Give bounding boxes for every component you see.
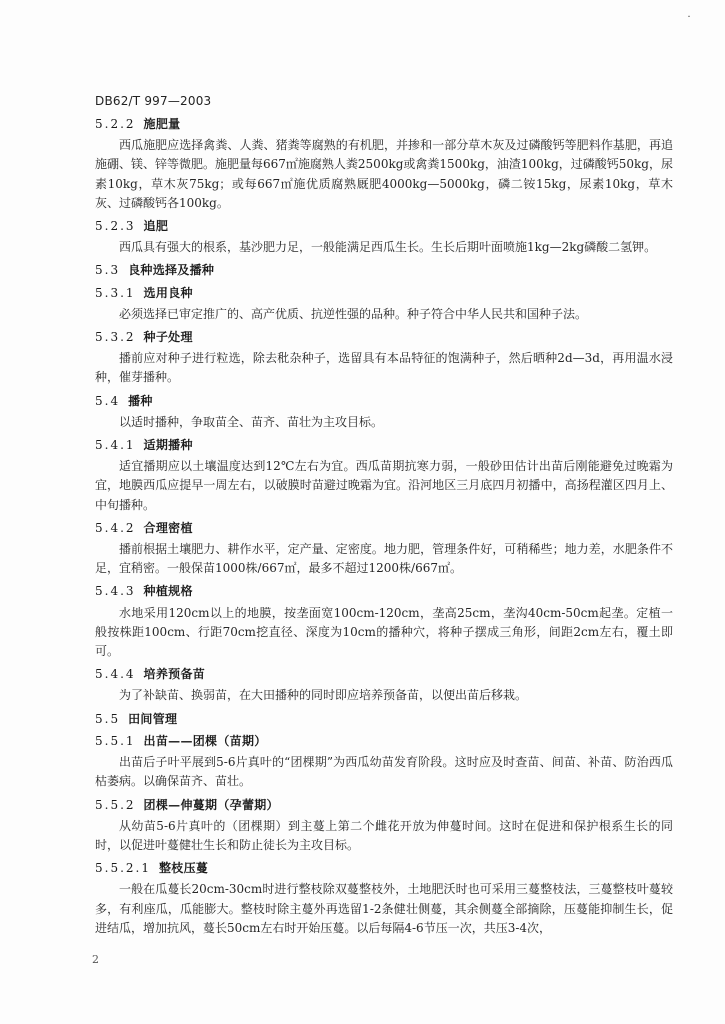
section-heading: [95, 665, 673, 684]
section-number: 5.5.2.1: [95, 861, 151, 876]
section-number: 5.5.1: [95, 733, 136, 748]
section-number: 5.4: [95, 393, 121, 408]
document-header: DB62/T 997—2003: [95, 94, 212, 108]
section-heading: [95, 284, 673, 303]
section-number: 5.4.4: [95, 667, 136, 682]
paragraph: 播前根据土壤肥力、耕作水平，定产量、定密度。地力肥，管理条件好，可稍稀些；地力差，水肥条件不足，宜稍密。一般保苗1000株/667㎡，最多不超过1200株/667㎡。: [95, 542, 673, 576]
section-title: 种植规格: [143, 584, 193, 599]
corner-mark: ˙: [686, 14, 692, 28]
section-title: 种子处理: [143, 330, 193, 345]
page-number: 2: [92, 953, 99, 966]
section-title: 田间管理: [128, 711, 178, 726]
section-title: 选用良种: [143, 285, 193, 300]
section-title: 团棵—伸蔓期（孕蕾期）: [143, 797, 279, 812]
section-title: 追肥: [143, 219, 169, 234]
section-heading: [95, 392, 673, 411]
section-heading: [95, 519, 673, 538]
section-title: 良种选择及播种: [128, 263, 215, 278]
document-body: [95, 112, 673, 942]
paragraph: 西瓜具有强大的根系，基沙肥力足，一般能满足西瓜生长。生长后期叶面喷施1kg—2kg磷酸二氢钾。: [119, 240, 657, 255]
paragraph: 播前应对种子进行粒选，除去秕杂种子，选留具有本品特征的饱满种子，然后晒种2d—3d，再用温水浸种，催芽播种。: [95, 351, 673, 385]
section-heading: [95, 328, 673, 347]
section-heading: [95, 217, 673, 236]
section-title: 出苗——团棵（苗期）: [143, 733, 267, 748]
paragraph: 出苗后子叶平展到5-6片真叶的“团棵期”为西瓜幼苗发育阶段。这时应及时查苗、间苗、补苗、防治西瓜枯萎病。以确保苗齐、苗壮。: [95, 755, 673, 789]
section-heading: [95, 710, 673, 729]
section-number: 5.4.1: [95, 438, 136, 453]
section-number: 5.5.2: [95, 797, 136, 812]
paragraph: 从幼苗5-6片真叶的（团棵期）到主蔓上第二个雌花开放为伸蔓时间。这时在促进和保护根系生长的同时，以促进叶蔓健壮生长和防止徒长为主攻目标。: [95, 818, 673, 852]
section-number: 5.3: [95, 263, 121, 278]
section-number: 5.2.2: [95, 117, 136, 131]
paragraph: 一般在瓜蔓长20cm-30cm时进行整枝除双蔓整枝外，土地肥沃时也可采用三蔓整枝法，三蔓整枝叶蔓较多，有利座瓜，瓜能膨大。整枝时除主蔓外再选留1-2条健壮侧蔓，其余侧蔓全部摘除，压蔓能抑制生长，促进结瓜，增加抗风，蔓长50cm左右时开始压蔓。以后每隔4-6节压一次，共压3-4次，: [95, 882, 673, 935]
paragraph: 适宜播期应以土壤温度达到12℃左右为宜。西瓜苗期抗寒力弱，一般砂田估计出苗后刚能避免过晚霜为宜，地膜西瓜应提早一周左右，以破膜时苗避过晚霜为宜。沿河地区三月底四月初播中，高扬程灌区四月上、中旬播种。: [95, 459, 673, 512]
section-title: 合理密植: [143, 520, 193, 535]
section-heading: [95, 582, 673, 601]
section-title: 培养预备苗: [143, 667, 206, 682]
paragraph: 水地采用120cm以上的地膜，按垄面宽100cm-120cm，垄高25cm，垄沟40cm-50cm起垄。定植一般按株距100cm、行距70cm挖直径、深度为10cm的播种穴，将种子摆成三角形，间距2cm左右，覆土即可。: [95, 605, 673, 659]
section-number: 5.3.1: [95, 285, 136, 300]
section-heading: [95, 859, 673, 878]
section-number: 5.5: [95, 711, 121, 726]
paragraph: 以适时播种，争取苗全、苗齐、苗壮为主攻目标。: [119, 414, 384, 429]
section-number: 5.2.3: [95, 219, 136, 234]
paragraph: 必须选择已审定推广的、高产优质、抗逆性强的品种。种子符合中华人民共和国种子法。: [119, 306, 588, 321]
paragraph: 西瓜施肥应选择禽粪、人粪、猪粪等腐熟的有机肥，并掺和一部分草木灰及过磷酸钙等肥料作基肥，再追施硼、镁、锌等微肥。施肥量每667㎡施腐熟人粪2500kg或禽粪1500kg，油渣100kg，过磷酸钙50kg，尿素10kg，草木灰75kg；或每667㎡施优质腐熟厩肥4000kg—5000kg，磷二铵15kg，尿素10kg，草木灰、过磷酸钙各100kg。: [95, 138, 673, 210]
section-title: 施肥量: [143, 117, 181, 131]
section-heading: [95, 436, 673, 455]
section-title: 整枝压蔓: [158, 861, 209, 876]
section-heading: [95, 261, 673, 280]
section-title: 播种: [128, 393, 153, 408]
section-number: 5.4.2: [95, 520, 136, 535]
section-heading: [95, 732, 673, 751]
section-number: 5.4.3: [95, 584, 136, 599]
section-heading: [95, 115, 673, 134]
section-title: 适期播种: [143, 438, 193, 453]
section-heading: [95, 796, 673, 815]
paragraph: 为了补缺苗、换弱苗，在大田播种的同时即应培养预备苗，以便出苗后移栽。: [119, 688, 528, 703]
section-number: 5.3.2: [95, 330, 136, 345]
